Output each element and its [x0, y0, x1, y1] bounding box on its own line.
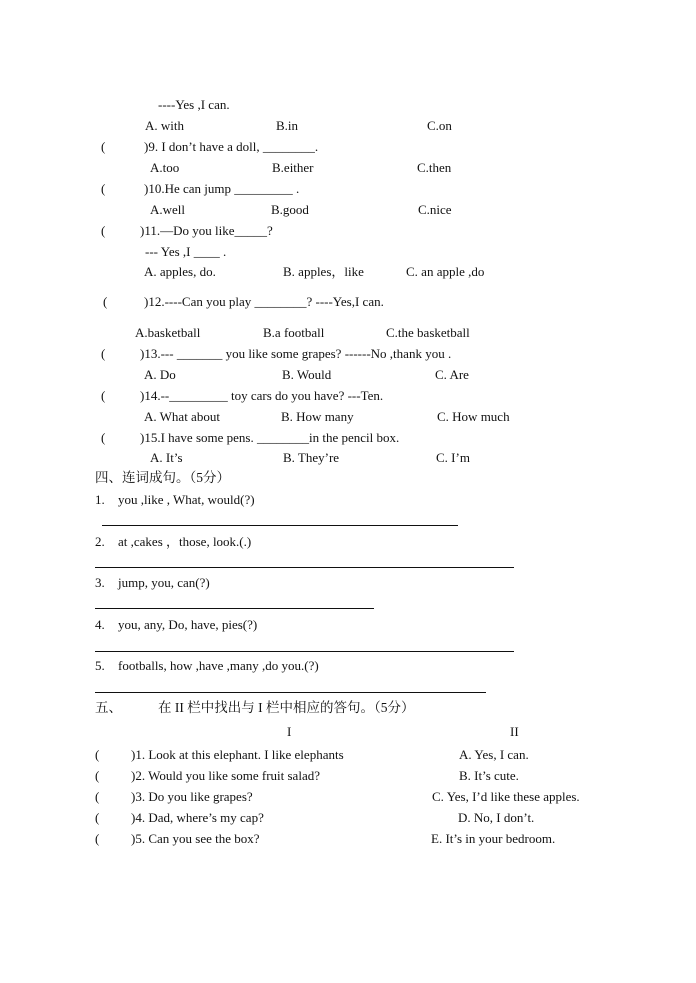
s4-item-1-number: 1.: [95, 492, 105, 507]
match-option-b: B. It’s cute.: [459, 768, 519, 783]
s4-item-3-answer-line[interactable]: [95, 608, 374, 609]
q14-option-c: C. How much: [437, 409, 510, 424]
q12-option-b: B.a football: [263, 325, 325, 340]
s4-item-5-number: 5.: [95, 658, 105, 673]
s4-item-2-words: at ,cakes ，those, look.(.): [118, 534, 252, 549]
s4-item-2-answer-line[interactable]: [95, 567, 514, 568]
q8-answer-line: ----Yes ,I can.: [158, 97, 230, 112]
q10-option-a: A.well: [150, 202, 186, 217]
match-5-question: )5. Can you see the box?: [131, 831, 260, 846]
match-option-d: D. No, I don’t.: [458, 810, 535, 825]
q14-answer-paren[interactable]: (: [101, 388, 106, 403]
match-1-question: )1. Look at this elephant. I like elephants: [131, 747, 344, 762]
q11-option-a: A. apples, do.: [144, 264, 216, 279]
q15-option-b: B. They’re: [283, 450, 340, 465]
q15-option-a: A. It’s: [150, 450, 183, 465]
s4-item-3-number: 3.: [95, 575, 105, 590]
q10-answer-paren[interactable]: (: [101, 181, 106, 196]
q9-option-c: C.then: [417, 160, 452, 175]
q11-answer-line: --- Yes ,I ____ .: [145, 244, 227, 259]
q9-question: )9. I don’t have a doll, ________.: [144, 139, 319, 154]
column-1-header: I: [287, 724, 292, 739]
s4-item-3-words: jump, you, can(?): [118, 575, 210, 590]
match-4-question: )4. Dad, where’s my cap?: [131, 810, 264, 825]
q9-option-a: A.too: [150, 160, 180, 175]
s4-item-5-words: footballs, how ,have ,many ,do you.(?): [118, 658, 319, 673]
column-2-header: II: [510, 724, 519, 739]
section-5-heading: 在 II 栏中找出与 I 栏中相应的答句。（5分）: [158, 700, 415, 715]
match-option-c: C. Yes, I’d like these apples.: [432, 789, 580, 804]
s4-item-1-answer-line[interactable]: [102, 525, 458, 526]
match-2-answer-paren[interactable]: (: [95, 768, 100, 783]
q15-answer-paren[interactable]: (: [101, 430, 106, 445]
q11-answer-paren[interactable]: (: [101, 223, 106, 238]
q8-option-c: C.on: [427, 118, 452, 133]
match-4-answer-paren[interactable]: (: [95, 810, 100, 825]
q8-option-b: B.in: [276, 118, 299, 133]
q13-option-a: A. Do: [144, 367, 176, 382]
q11-option-c: C. an apple ,do: [406, 264, 485, 279]
q12-option-a: A.basketball: [135, 325, 201, 340]
s4-item-4-words: you, any, Do, have, pies(?): [118, 617, 258, 632]
q10-question: )10.He can jump _________ .: [144, 181, 300, 196]
q15-option-c: C. I’m: [436, 450, 470, 465]
q15-question: )15.I have some pens. ________in the pencil box.: [140, 430, 400, 445]
q13-option-b: B. Would: [282, 367, 332, 382]
match-3-question: )3. Do you like grapes?: [131, 789, 253, 804]
q13-question: )13.--- _______ you like some grapes? ------No ,thank you .: [140, 346, 452, 361]
match-option-a: A. Yes, I can.: [459, 747, 529, 762]
q10-option-b: B.good: [271, 202, 309, 217]
q13-answer-paren[interactable]: (: [101, 346, 106, 361]
q12-answer-paren[interactable]: (: [103, 294, 108, 309]
q8-option-a: A. with: [145, 118, 184, 133]
match-1-answer-paren[interactable]: (: [95, 747, 100, 762]
match-3-answer-paren[interactable]: (: [95, 789, 100, 804]
s4-item-1-words: you ,like , What, would(?): [118, 492, 255, 507]
q9-answer-paren[interactable]: (: [101, 139, 106, 154]
q9-option-b: B.either: [272, 160, 314, 175]
s4-item-5-answer-line[interactable]: [95, 692, 486, 693]
q13-option-c: C. Are: [435, 367, 469, 382]
s4-item-4-number: 4.: [95, 617, 105, 632]
q10-option-c: C.nice: [418, 202, 452, 217]
match-5-answer-paren[interactable]: (: [95, 831, 100, 846]
q12-option-c: C.the basketball: [386, 325, 470, 340]
q14-option-a: A. What about: [144, 409, 220, 424]
q11-question: )11.—Do you like_____?: [140, 223, 273, 238]
match-option-e: E. It’s in your bedroom.: [431, 831, 556, 846]
q11-option-b: B. apples，like: [283, 264, 364, 279]
section-4-heading: 四、连词成句。（5分）: [95, 470, 230, 485]
q14-option-b: B. How many: [281, 409, 354, 424]
q14-question: )14.--_________ toy cars do you have? ---Ten.: [140, 388, 384, 403]
q12-question: )12.----Can you play ________? ----Yes,I can.: [144, 294, 384, 309]
s4-item-2-number: 2.: [95, 534, 105, 549]
section-5-number: 五、: [95, 700, 122, 715]
match-2-question: )2. Would you like some fruit salad?: [131, 768, 320, 783]
s4-item-4-answer-line[interactable]: [95, 651, 514, 652]
